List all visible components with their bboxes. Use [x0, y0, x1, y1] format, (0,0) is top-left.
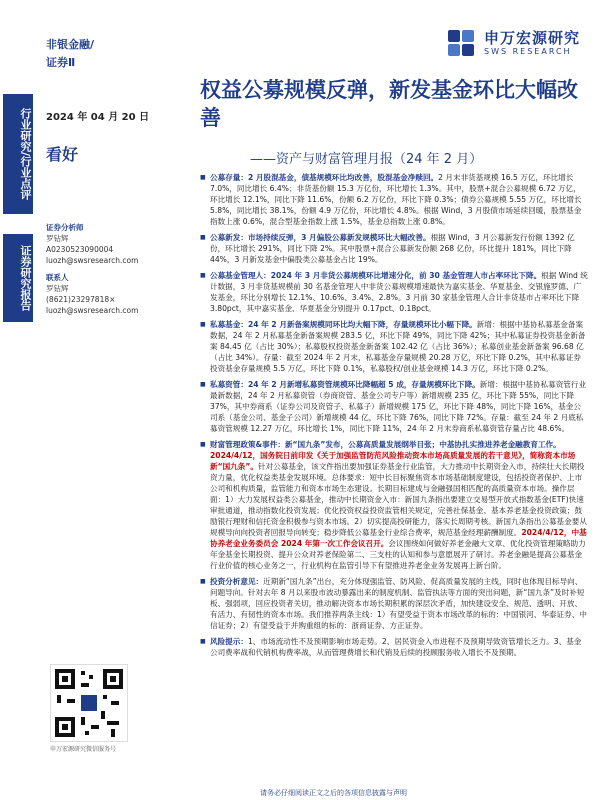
para-policy [200, 439, 588, 571]
report-title: 权益公募规模反弹，新发基金环比大幅改善 [200, 78, 578, 130]
para-private-am [200, 379, 588, 434]
report-subtitle: ——资产与财富管理月报（24 年 2 月） [250, 152, 483, 167]
contact-phone: (8621)23297818× [46, 295, 116, 304]
sector-line-1: 非银金融/ [46, 38, 95, 51]
logo-mark-icon [448, 30, 478, 56]
analyst-heading: 证券分析师 [46, 223, 84, 232]
sidebar [0, 94, 38, 584]
sector-label [46, 36, 94, 72]
para-body: 新增：根据中基协私募基金备案数据，24 年 2 月私募基金新备案规模 283.5 亿，环比下降 49%，同比下降 42%；其中私募证券投资基金新备案 84.45 亿（占比 30%）；私募股权投资基金新备案 102.42 亿（占比 36%）；私募创业基金新备案 96.68 亿（占比 34%）。存量：截至 2024 年 2 月末，私募基金存量规模 20.28 万亿，环比下降 0.2%，其中私募证券投资基金存量规模 5.5 万亿，环比下降 0.1%，私募股权/创业基金规模 14.3 万亿，环比下降 0.2%。 [210, 320, 586, 373]
para-risk [200, 636, 588, 658]
para-lead: 私募资管：24 年 2 月新增私募资管规模环比降幅超 5 成，存量规模环比下降。 [210, 380, 480, 389]
para-lead: 私募基金：24 年 2 月新备案规模同环比均大幅下降，存量规模环比小幅下降。 [210, 320, 477, 329]
report-date: 2024 年 04 月 20 日 [46, 112, 150, 123]
para-lead: 公募基金管理人：2024 年 3 月非货公募规模环比增速分化，前 30 基金管理人市占率环比下降。 [210, 271, 542, 280]
analyst-email[interactable]: luozh@swsresearch.com [46, 256, 139, 265]
para-body: 针对公募基金，该文件指出要加强证券基金行业监管，大力推动中长期资金入市，持续壮大长期投资力量，优化权益类基金发展环境。总体要求：短中长目标聚焦资本市场基础制度建设，包括投资者保护、上市公司和机构质量，监管能力和资本市场生态建设。长期目标建成与金融强国相匹配的高质量资本市场。操作层面：1）大力发展权益类公募基金，推动中长期资金入市：新国九条指出要建立交易型开放式指数基金(ETF)快速审批通道，推动指数化投资发展；优化投资权益投资监管相关规定，完善社保基金、基本养老基金投资政策；鼓励银行理财和信托资金积极参与资本市场。2）切实提高投研能力，落实长周期考核。新国九条指出公募基金要从规模导向向投资者回报导向转变；稳步降低公募基金行业综合费率，规范基金经理薪酬制度。 [210, 462, 587, 537]
para-body: 根据 Wind 统计数据，3 月非货基规模前 30 名基金管理人中非货公募规模增速最快为嘉实基金、华夏基金、交银施罗德、广发基金，环比分别增长 12.1%、10.6%、3.4%、2.8%。3 月前 30 家基金管理人合计非货基市占率环比下降 3.80pct，其中嘉实基金、华夏基金分别提升 0.17pct、0.18pct。 [210, 271, 588, 313]
analyst-cert: A0230523090004 [46, 245, 114, 254]
para-highlight-2: 2024/4/12，中基协养老金业务委员会 2024 年第一次工作会议召开。 [210, 528, 587, 548]
para-lead: 风险提示： [210, 637, 248, 646]
qr-code-icon [50, 664, 128, 742]
summary-content [200, 172, 588, 663]
sidebar-tag-report: 证券研究报告 [3, 234, 33, 322]
analyst-name: 罗钻辉 [46, 234, 69, 243]
logo-text-en: SWS RESEARCH [483, 47, 572, 56]
para-lead: 公募存量：2 月股混基金，债基规模环比均改善，股混基金净赎回。 [210, 173, 439, 182]
para-highlight: 2024/4/12，国务院日前印发《关于加强监管防范风险推动资本市场高质量发展的若干意见》，简称资本市场新“国九条”。 [210, 451, 576, 471]
sector-line-2: 证券Ⅱ [46, 56, 76, 69]
contact-email[interactable]: luozh@swsresearch.com [46, 306, 139, 315]
para-investment [200, 576, 588, 631]
para-public-stock [200, 172, 588, 227]
analyst-block [46, 222, 194, 316]
para-lead: 财富管理政策&事件：新“国九条”发布，公募高质量发展纲举目张；中基协扎实推进养老金融教育工作。 [210, 440, 561, 449]
contact-name: 罗钻辉 [46, 284, 69, 293]
para-public-new [200, 232, 588, 265]
rating-label: 看好 [46, 145, 79, 164]
para-private-fund [200, 319, 588, 374]
sidebar-tag-industry: 行业研究/行业点评 [3, 94, 33, 214]
para-lead: 投资分析意见： [210, 577, 264, 586]
disclaimer-footer: 请务必仔细阅读正文之后的各项信息披露与声明 [260, 789, 407, 797]
qr-code-label: 申万宏源研究微信服务号 [50, 746, 117, 753]
para-body: 新增：根据中基协私募资管行业最新数据，24 年 2 月私募资管（券商资管、基金公司专户等）新增规模 235 亿，环比下降 55%，同比下降 37%，其中券商系（证券公司及资管子、私募子）新增规模 175 亿，环比下降 48%，同比下降 16%，基金公司系（基金公司、基金子公司）新增规模 44 亿，环比下降 76%，同比下降 72%。存量：截至 24 年 2 月底私募资管规模 12.27 万亿，环比增长 1%，同比下降 11%，24 年 2 月末券商系私募资管存量占比 48.6%。 [210, 380, 587, 433]
para-body: 2 月末非货基规模 16.5 万亿，环比增长 7.0%，同比增长 6.4%；非货基份额 15.3 万亿份，环比增长 1.3%。其中，股票+混合公募规模 6.72 万亿，环比增长 12.1%，同比下降 11.6%，份额 6.2 万亿份，环比下降 0.3%；债券公募规模 5.55 万亿，环比增长 5.8%，同比增长 38.1%，份额 4.9 万亿份，环比增长 4.8%。根据 Wind，3 月股债市场延续回暖，股票基金指数上涨 0.6%，混合型基金指数上涨 1.5%，基金总指数上涨 0.8%。 [210, 173, 582, 226]
para-body: 近期新“国九条”出台，充分体现强监管、防风险、促高质量发展的主线，同时也体现目标导向、问题导向。针对去年 8 月以来股市波动暴露出来的制度机制、监管执法等方面的突出问题，新“国九条”及时补短板、强弱项，回应投资者关切，推动解决资本市场长期积累的深层次矛盾，加快建设安全、规范、透明、开放、有活力、有韧性的资本市场。我们推荐两条主线：1）有望受益于资本市场改革的标的：中国银河、华泰证券、中信证券；2）有望受益于并购重组的标的：浙商证券、方正证券。 [210, 577, 587, 630]
logo-text-cn: 申万宏源研究 [483, 29, 580, 47]
para-lead: 公募新发：市场持续反弹，3 月偏股公募新发规模环比大幅改善。 [210, 233, 431, 242]
para-body: 1、市场流动性不及预期影响市场走势。2、居民资金入市进程不及预期导致资管增长乏力。3、基金公司费率战和代销机构费率战，从而管理费增长和代销及后续的投顾服务收入增长不及预期。 [210, 637, 582, 657]
para-body-2: 会议围绕如何做好养老金融大文章、优化投资管理策略助力年金基金长期投资、提升公众对养老保险第二、三支柱的认知和参与意愿展开了研讨。养老金融是提高公募基金行业价值的核心业务之一，行业机构在监管引导下有望推进养老金业务发展再上新台阶。 [210, 539, 586, 570]
para-managers [200, 270, 588, 314]
para-body: 根据 Wind，3 月公募新发行份额 1392 亿份，环比增长 291%，同比下降 2%。其中股票+混合公募新发份额 268 亿份，环比提升 181%，同比下降 44%，3 月新发基金中偏股类公募基金占比 19%。 [210, 233, 575, 264]
contact-heading: 联系人 [46, 273, 69, 282]
brand-logo [448, 30, 580, 56]
